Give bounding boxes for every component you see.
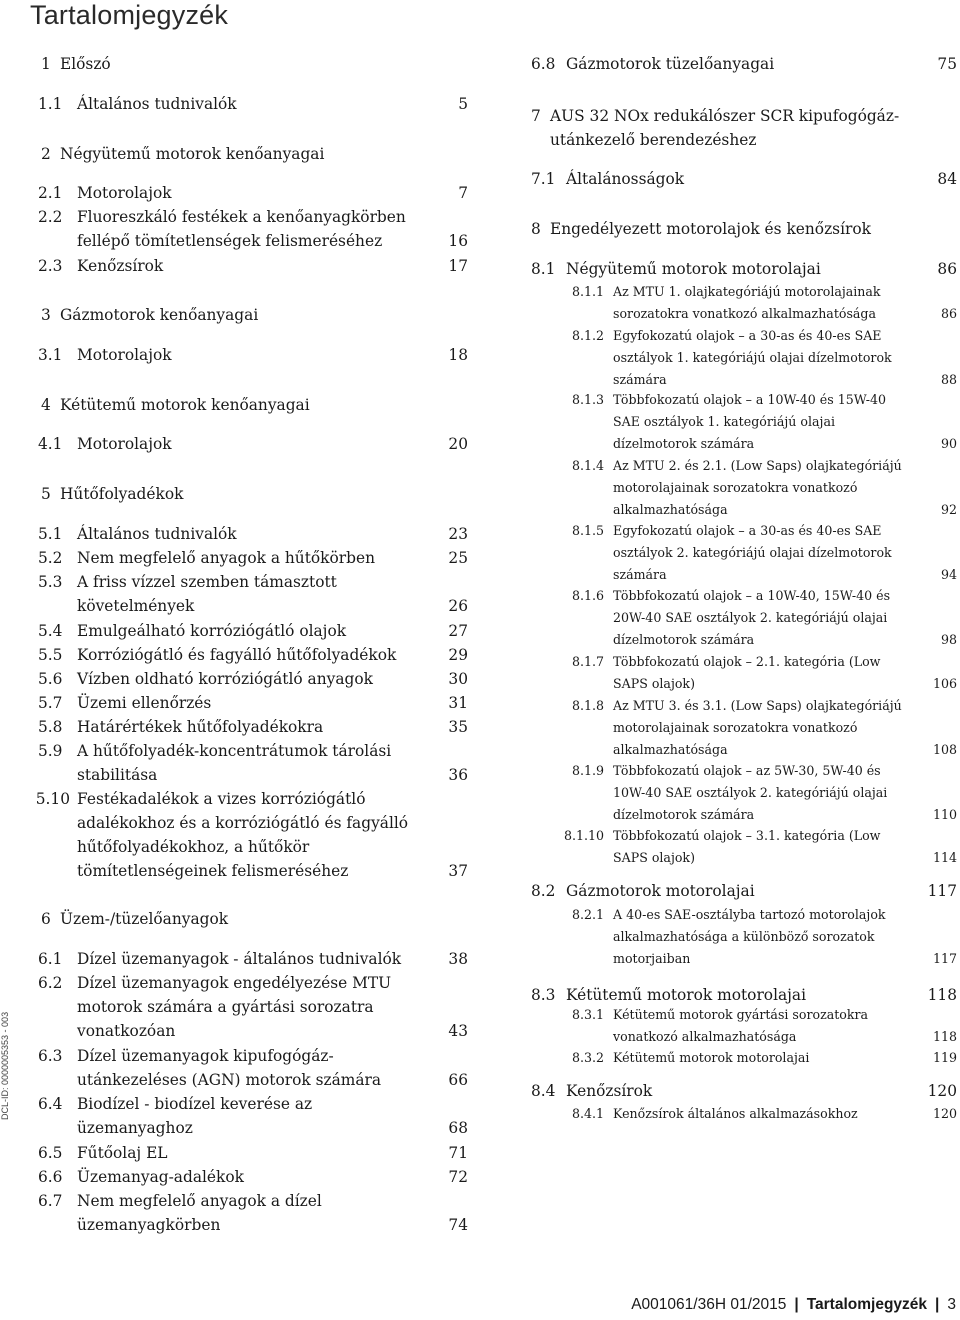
toc-entry-title-line: Festékadalékok a vizes korróziógátló bbox=[77, 790, 366, 808]
toc-entry-title-line: Négyütemű motorok kenőanyagai bbox=[60, 145, 325, 163]
toc-entry-number: 8.1.9 bbox=[571, 763, 604, 778]
toc-entry-number: 3 bbox=[41, 306, 51, 324]
toc-entry-number: 5.10 bbox=[35, 790, 70, 808]
toc-entry[interactable] bbox=[0, 455, 960, 520]
toc-entry-title-line: Gázmotorok tüzelőanyagai bbox=[566, 55, 775, 73]
toc-entry-number: 5.3 bbox=[38, 573, 63, 591]
toc-entry-number: 6.7 bbox=[38, 1192, 63, 1210]
toc-entry-title-line: A friss vízzel szemben támasztott bbox=[77, 573, 337, 591]
toc-entry[interactable] bbox=[0, 1004, 960, 1048]
toc-entry-number: 8.4.1 bbox=[571, 1106, 604, 1121]
toc-entry-number: 7.1 bbox=[531, 170, 556, 188]
toc-entry-number: 8.3 bbox=[531, 986, 556, 1004]
toc-entry-page: 74 bbox=[448, 1216, 468, 1234]
toc-entry-title-line: üzemanyagkörben bbox=[77, 1216, 221, 1234]
toc-entry-title-line: Üzemanyag-adalékok bbox=[77, 1168, 244, 1186]
toc-entry-title-line: Motorolajok bbox=[77, 346, 172, 364]
toc-entry-page: 29 bbox=[448, 646, 468, 664]
toc-entry-title-line: Motorolajok bbox=[77, 184, 172, 202]
toc-entry-page: 118 bbox=[932, 1028, 957, 1044]
toc-entry[interactable] bbox=[0, 52, 960, 76]
toc-entry-number: 6.2 bbox=[38, 974, 63, 992]
toc-entry[interactable] bbox=[0, 281, 960, 325]
toc-entry[interactable] bbox=[0, 1079, 960, 1103]
toc-entry-title-line: Többfokozatú olajok – az 5W-30, 5W-40 és bbox=[613, 763, 881, 778]
toc-entry[interactable] bbox=[0, 1141, 480, 1165]
toc-entry-number: 8.1.4 bbox=[571, 458, 604, 473]
toc-entry-title-line: Üzem-/tüzelőanyagok bbox=[60, 910, 229, 928]
toc-entry-number: 5.4 bbox=[38, 622, 63, 640]
toc-entry-number: 8.1.8 bbox=[571, 698, 604, 713]
toc-entry-page: 84 bbox=[937, 170, 957, 188]
toc-entry-title-line: 20W-40 SAE osztályok 2. kategóriájú olajai bbox=[613, 609, 888, 625]
toc-entry-title-line: A 40-es SAE-osztályba tartozó motorolajok bbox=[613, 907, 886, 922]
toc-entry[interactable] bbox=[0, 257, 960, 281]
toc-entry[interactable] bbox=[0, 879, 960, 903]
toc-entry-page: 71 bbox=[448, 1144, 468, 1162]
toc-entry-title-line: Dízel üzemanyagok - általános tudnivalók bbox=[77, 950, 402, 968]
toc-entry-page: 20 bbox=[448, 435, 468, 453]
toc-entry[interactable] bbox=[0, 1047, 960, 1069]
toc-entry-number: 2.3 bbox=[38, 257, 63, 275]
toc-entry-title-line: dízelmotorok számára bbox=[613, 806, 755, 822]
toc-entry-number: 8.1 bbox=[531, 260, 556, 278]
toc-entry-title-line: utánkezeléses (AGN) motorok számára bbox=[77, 1071, 382, 1089]
footer-separator: | bbox=[794, 1296, 799, 1313]
footer-page-number: 3 bbox=[947, 1296, 956, 1313]
toc-entry-number: 5.1 bbox=[38, 525, 63, 543]
toc-entry-title-line: SAE osztályok 1. kategóriájú olajai bbox=[613, 413, 835, 429]
toc-entry-title-line: osztályok 1. kategóriájú olajai dízelmotorok bbox=[613, 349, 892, 365]
toc-entry-page: 5 bbox=[458, 95, 468, 113]
toc-entry[interactable] bbox=[0, 217, 960, 241]
toc-entry-title-line: utánkezelő berendezéshez bbox=[550, 131, 757, 149]
toc-entry-page: 26 bbox=[448, 597, 468, 615]
toc-entry[interactable] bbox=[0, 325, 960, 390]
toc-entry[interactable] bbox=[0, 825, 960, 869]
toc-entry-title-line: Többfokozatú olajok – 3.1. kategória (Low bbox=[613, 828, 881, 843]
toc-entry-page: 25 bbox=[448, 549, 468, 567]
toc-entry-title-line: Kenőzsírok bbox=[566, 1082, 653, 1100]
toc-entry-title-line: motorjaiban bbox=[613, 950, 691, 966]
toc-entry-title-line: Fluoreszkáló festékek a kenőanyagkörben bbox=[77, 208, 406, 226]
toc-entry-number: 8.1.1 bbox=[571, 284, 604, 299]
toc-entry[interactable] bbox=[0, 389, 960, 454]
toc-entry-page: 30 bbox=[448, 670, 468, 688]
toc-entry-page: 23 bbox=[448, 525, 468, 543]
toc-entry[interactable] bbox=[0, 167, 960, 191]
toc-entry-page: 17 bbox=[448, 257, 468, 275]
toc-entry-number: 7 bbox=[531, 107, 541, 125]
toc-entry-title-line: motorolajainak sorozatokra vonatkozó bbox=[613, 479, 858, 495]
toc-entry-number: 8.2.1 bbox=[571, 907, 604, 922]
toc-entry-title-line: követelmények bbox=[77, 597, 195, 615]
toc-entry-page: 38 bbox=[448, 950, 468, 968]
toc-entry-number: 8.3.2 bbox=[571, 1050, 604, 1065]
toc-entry-number: 1 bbox=[41, 55, 51, 73]
toc-entry-page: 88 bbox=[940, 371, 957, 387]
toc-entry-title-line: Biodízel - biodízel keverése az bbox=[77, 1095, 313, 1113]
toc-entry-number: 5.7 bbox=[38, 694, 63, 712]
toc-entry-number: 5.8 bbox=[38, 718, 63, 736]
toc-entry-title-line: üzemanyaghoz bbox=[77, 1119, 193, 1137]
toc-entry-number: 4 bbox=[41, 396, 51, 414]
toc-entry-title-line: Többfokozatú olajok – a 10W-40 és 15W-40 bbox=[613, 392, 887, 407]
toc-entry[interactable] bbox=[0, 520, 960, 585]
toc-entry-title-line: vonatkozó alkalmazhatósága bbox=[613, 1028, 797, 1044]
toc-entry-number: 8.1.3 bbox=[571, 392, 604, 407]
toc-entry-number: 8.2 bbox=[531, 882, 556, 900]
toc-entry-title-line: Határértékek hűtőfolyadékokra bbox=[77, 718, 324, 736]
toc-entry[interactable] bbox=[0, 1189, 480, 1237]
toc-entry-title-line: 10W-40 SAE osztályok 2. kategóriájú olajai bbox=[613, 784, 888, 800]
toc-entry-title-line: Az MTU 2. és 2.1. (Low Saps) olajkategóriájú bbox=[613, 458, 902, 473]
toc-entry-title-line: Egyfokozatú olajok – a 30-as és 40-es SAE bbox=[613, 523, 882, 538]
toc-entry-title-line: alkalmazhatósága a különböző sorozatok bbox=[613, 928, 875, 944]
toc-entry-title-line: fellépő tömítetlenségek felismeréséhez bbox=[77, 232, 383, 250]
toc-entry-title-line: Általános tudnivalók bbox=[77, 95, 237, 113]
toc-entry-title-line: vonatkozóan bbox=[77, 1022, 176, 1040]
toc-entry-title-line: Motorolajok bbox=[77, 435, 172, 453]
toc-entry-number: 5.6 bbox=[38, 670, 63, 688]
toc-entry[interactable] bbox=[0, 1165, 480, 1189]
page-title: Tartalomjegyzék bbox=[30, 0, 229, 30]
toc-entry-number: 8.1.5 bbox=[571, 523, 604, 538]
footer-doc-number: A001061/36H 01/2015 bbox=[631, 1296, 787, 1313]
toc-entry-page: 35 bbox=[448, 718, 468, 736]
toc-entry-page: 31 bbox=[448, 694, 468, 712]
toc-entry-page: 120 bbox=[932, 1106, 957, 1121]
toc-entry-title-line: Általános tudnivalók bbox=[77, 525, 237, 543]
toc-entry-page: 37 bbox=[448, 862, 468, 880]
toc-entry-title-line: alkalmazhatósága bbox=[613, 741, 728, 757]
toc-entry-page: 75 bbox=[937, 55, 957, 73]
toc-entry-title-line: Kétütemű motorok motorolajai bbox=[613, 1050, 810, 1065]
toc-entry-title-line: Hűtőfolyadékok bbox=[60, 485, 184, 503]
toc-entry[interactable] bbox=[0, 760, 960, 825]
toc-entry[interactable] bbox=[0, 104, 960, 152]
toc-entry-title-line: hűtőfolyadékokhoz, a hűtőkör bbox=[77, 838, 310, 856]
toc-entry-page: 118 bbox=[927, 986, 957, 1004]
toc-entry-title-line: tömítetlenségeinek felismeréséhez bbox=[77, 862, 349, 880]
toc-entry-number: 8.1.7 bbox=[571, 654, 604, 669]
toc-entry-number: 8.1.2 bbox=[571, 328, 604, 343]
toc-entry-page: 66 bbox=[448, 1071, 468, 1089]
toc-entry-page: 92 bbox=[940, 501, 957, 517]
toc-entry-title-line: Dízel üzemanyagok kipufogógáz- bbox=[77, 1047, 334, 1065]
toc-entry-title-line: motorolajainak sorozatokra vonatkozó bbox=[613, 719, 858, 735]
page-footer bbox=[540, 1296, 960, 1314]
toc-entry-title-line: Kétütemű motorok kenőanyagai bbox=[60, 396, 310, 414]
toc-entry-page: 117 bbox=[932, 950, 957, 966]
toc-entry-title-line: Többfokozatú olajok – 2.1. kategória (Low bbox=[613, 654, 881, 669]
toc-entry-title-line: SAPS olajok) bbox=[613, 675, 695, 691]
toc-entry-number: 8.3.1 bbox=[571, 1007, 604, 1022]
toc-entry-number: 5.5 bbox=[38, 646, 63, 664]
toc-entry-number: 8.1.6 bbox=[571, 588, 604, 603]
footer-section: Tartalomjegyzék bbox=[806, 1296, 928, 1313]
toc-entry[interactable] bbox=[0, 651, 960, 695]
toc-entry-page: 43 bbox=[448, 1022, 468, 1040]
toc-entry-number: 5.9 bbox=[38, 742, 63, 760]
toc-entry-number: 8.4 bbox=[531, 1082, 556, 1100]
toc-entry-number: 6.6 bbox=[38, 1168, 63, 1186]
toc-entry-page: 7 bbox=[458, 184, 468, 202]
toc-entry-title-line: dízelmotorok számára bbox=[613, 435, 755, 451]
toc-entry-title-line: számára bbox=[613, 566, 667, 582]
toc-entry-title-line: osztályok 2. kategóriájú olajai dízelmotorok bbox=[613, 544, 892, 560]
toc-entry-title-line: stabilitása bbox=[77, 766, 158, 784]
toc-entry-title-line: Fűtőolaj EL bbox=[77, 1144, 168, 1162]
toc-entry-page: 27 bbox=[448, 622, 468, 640]
toc-entry-title-line: Előszó bbox=[60, 55, 111, 73]
toc-entry[interactable] bbox=[0, 695, 960, 760]
toc-entry-page: 119 bbox=[932, 1050, 957, 1065]
toc-entry-page: 94 bbox=[940, 566, 957, 582]
toc-entry-title-line: Emulgeálható korróziógátló olajok bbox=[77, 622, 347, 640]
toc-entry-page: 110 bbox=[932, 806, 957, 822]
toc-entry-number: 2.2 bbox=[38, 208, 63, 226]
toc-entry[interactable] bbox=[0, 1103, 960, 1125]
toc-entry-page: 114 bbox=[932, 849, 957, 865]
toc-entry-number: 5 bbox=[41, 485, 51, 503]
toc-entry-page: 86 bbox=[940, 305, 957, 321]
toc-entry[interactable] bbox=[0, 585, 960, 650]
toc-entry-number: 6 bbox=[41, 910, 51, 928]
toc-entry[interactable] bbox=[0, 904, 960, 969]
toc-entry-page: 120 bbox=[927, 1082, 957, 1100]
toc-entry-title-line: Gázmotorok motorolajai bbox=[566, 882, 755, 900]
toc-entry-title-line: Dízel üzemanyagok engedélyezése MTU bbox=[77, 974, 392, 992]
toc-entry-title-line: Üzemi ellenőrzés bbox=[77, 694, 212, 712]
toc-entry-title-line: számára bbox=[613, 371, 667, 387]
toc-entry-number: 6.1 bbox=[38, 950, 63, 968]
toc-entry-title-line: Egyfokozatú olajok – a 30-as és 40-es SAE bbox=[613, 328, 882, 343]
toc-entry-number: 3.1 bbox=[38, 346, 63, 364]
toc-entry-title-line: Többfokozatú olajok – a 10W-40, 15W-40 és bbox=[613, 588, 891, 603]
toc-entry-title-line: Általánosságok bbox=[566, 170, 685, 188]
toc-entry-title-line: A hűtőfolyadék-koncentrátumok tárolási bbox=[77, 742, 392, 760]
toc-entry-number: 4.1 bbox=[38, 435, 63, 453]
toc-entry-title-line: motorok számára a gyártási sorozatra bbox=[77, 998, 374, 1016]
document-id-code: DCL-ID: 0000005353 - 003 bbox=[0, 1011, 10, 1120]
toc-entry-page: 16 bbox=[448, 232, 468, 250]
toc-entry-number: 6.5 bbox=[38, 1144, 63, 1162]
toc-entry-page: 117 bbox=[927, 882, 957, 900]
toc-entry-title-line: SAPS olajok) bbox=[613, 849, 695, 865]
toc-entry-title-line: Korróziógátló és fagyálló hűtőfolyadékok bbox=[77, 646, 397, 664]
toc-entry-title-line: Gázmotorok kenőanyagai bbox=[60, 306, 259, 324]
toc-entry-title-line: Engedélyezett motorolajok és kenőzsírok bbox=[550, 220, 871, 238]
toc-entry-title-line: adalékokhoz és a korróziógátló és fagyálló bbox=[77, 814, 409, 832]
toc-entry-number: 6.8 bbox=[531, 55, 556, 73]
toc-entry-number: 8 bbox=[531, 220, 541, 238]
toc-entry-number: 2.1 bbox=[38, 184, 63, 202]
toc-entry-title-line: Kenőzsírok általános alkalmazásokhoz bbox=[613, 1106, 858, 1121]
toc-entry-number: 5.2 bbox=[38, 549, 63, 567]
toc-entry-title-line: Kenőzsírok bbox=[77, 257, 164, 275]
toc-entry-number: 6.3 bbox=[38, 1047, 63, 1065]
footer-separator: | bbox=[935, 1296, 940, 1313]
toc-entry-title-line: alkalmazhatósága bbox=[613, 501, 728, 517]
toc-entry-page: 90 bbox=[940, 435, 957, 451]
toc-entry-page: 36 bbox=[448, 766, 468, 784]
toc-entry-page: 86 bbox=[937, 260, 957, 278]
toc-entry-page: 18 bbox=[448, 346, 468, 364]
toc-entry-title-line: AUS 32 NOx redukálószer SCR kipufogógáz- bbox=[550, 107, 900, 125]
toc-entry-title-line: Nem megfelelő anyagok a dízel bbox=[77, 1192, 322, 1210]
toc-entry-page: 108 bbox=[932, 741, 957, 757]
toc-entry-title-line: dízelmotorok számára bbox=[613, 631, 755, 647]
toc-entry-number: 6.4 bbox=[38, 1095, 63, 1113]
toc-entry-number: 8.1.10 bbox=[563, 828, 604, 843]
toc-entry-number: 1.1 bbox=[38, 95, 63, 113]
toc-entry-title-line: sorozatokra vonatkozó alkalmazhatósága bbox=[613, 305, 876, 321]
toc-entry-page: 68 bbox=[448, 1119, 468, 1137]
toc-entry-title-line: Kétütemű motorok gyártási sorozatokra bbox=[613, 1007, 869, 1022]
toc-entry-number: 2 bbox=[41, 145, 51, 163]
toc-entry-title-line: Nem megfelelő anyagok a hűtőkörben bbox=[77, 549, 375, 567]
toc-entry-page: 72 bbox=[448, 1168, 468, 1186]
toc-entry-title-line: Az MTU 3. és 3.1. (Low Saps) olajkategóriájú bbox=[613, 698, 902, 713]
toc-entry-page: 98 bbox=[940, 631, 957, 647]
toc-entry-title-line: Vízben oldható korróziógátló anyagok bbox=[77, 670, 373, 688]
toc-entry-title-line: Kétütemű motorok motorolajai bbox=[566, 986, 807, 1004]
toc-entry-title-line: Az MTU 1. olajkategóriájú motorolajainak bbox=[613, 284, 881, 299]
toc-entry-title-line: Négyütemű motorok motorolajai bbox=[566, 260, 821, 278]
toc-entry-page: 106 bbox=[932, 675, 957, 691]
